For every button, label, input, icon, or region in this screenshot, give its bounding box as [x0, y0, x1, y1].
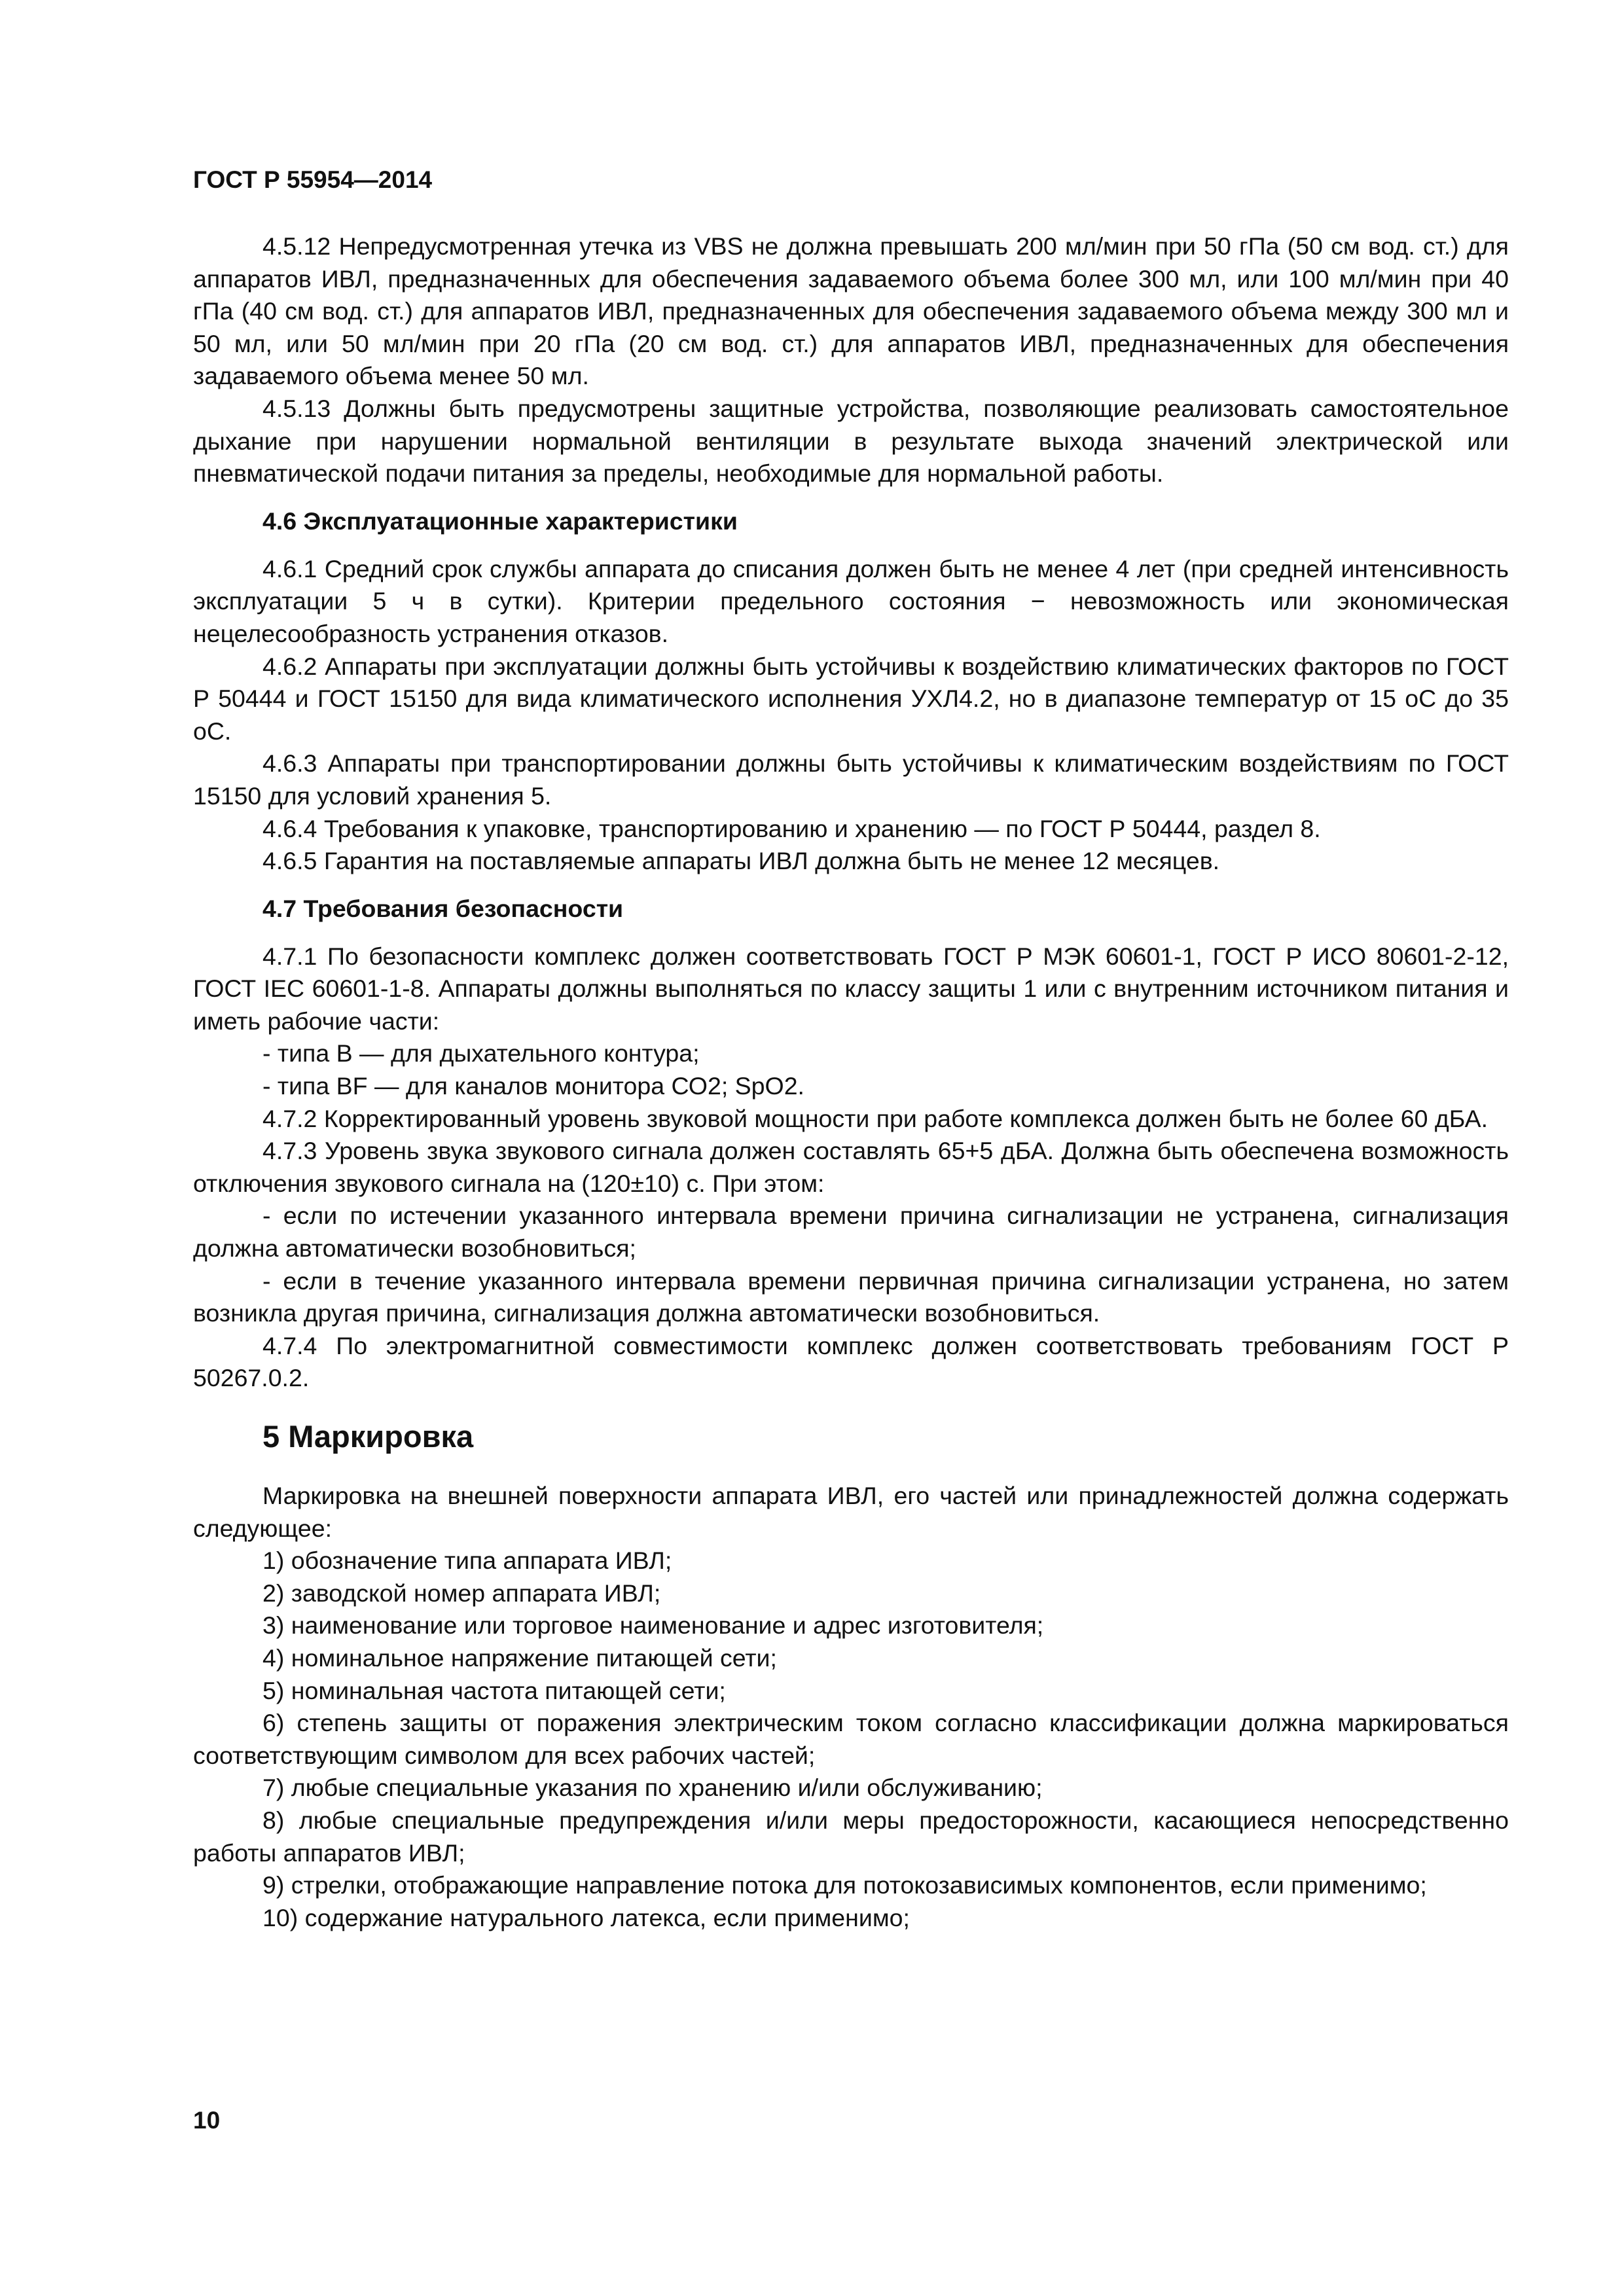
- list-item-type-b: - типа В — для дыхательного контура;: [262, 1039, 700, 1067]
- paragraph-4-5-13: 4.5.13 Должны быть предусмотрены защитные устройства, позволяющие реализовать самостоятельное дыхание при нарушении нормальной вентиляции в результате выхода значений электрической или пневматической подачи питания за пределы, необходимые для нормальной работы.: [193, 394, 1509, 488]
- list-item: 7) любые специальные указания по хранению и/или обслуживанию;: [262, 1774, 1043, 1802]
- list-item: 8) любые специальные предупреждения и/или меры предосторожности, касающиеся непосредственно работы аппаратов ИВЛ;: [193, 1806, 1509, 1867]
- list-item: 3) наименование или торговое наименование и адрес изготовителя;: [262, 1611, 1044, 1640]
- paragraph-4-7-1: 4.7.1 По безопасности комплекс должен соответствовать ГОСТ Р МЭК 60601-1, ГОСТ Р ИСО 80601-2-12, ГОСТ IEC 60601-1-8. Аппараты должны выполняться по классу защиты 1 или с внутренним источником питания и иметь рабочие части:: [193, 942, 1509, 1035]
- list-item: 2) заводской номер аппарата ИВЛ;: [262, 1579, 661, 1607]
- section-heading-4-6: 4.6 Эксплуатационные характеристики: [262, 507, 738, 535]
- section-heading-4-7: 4.7 Требования безопасности: [262, 894, 624, 922]
- page-number: 10: [193, 2107, 221, 2134]
- list-item-alarm-not-cleared: - если по истечении указанного интервала времени причина сигнализации не устранена, сигнализация должна автоматически возобновиться;: [193, 1202, 1509, 1263]
- list-item-type-bf: - типа BF — для каналов монитора СО2; SpO2.: [262, 1072, 804, 1100]
- list-item: 6) степень защиты от поражения электрическим током согласно классификации должна маркироваться соответствующим символом для всех рабочих частей;: [193, 1709, 1509, 1769]
- section-heading-5: 5 Маркировка: [262, 1419, 474, 1454]
- paragraph-4-6-1: 4.6.1 Средний срок службы аппарата до списания должен быть не менее 4 лет (при средней интенсивность эксплуатации 5 ч в сутки). Критерии предельного состояния − невозможность или экономическая нецелесообразность устранения отказов.: [193, 554, 1509, 647]
- paragraph-4-6-3: 4.6.3 Аппараты при транспортировании должны быть устойчивы к климатическим воздействиям по ГОСТ 15150 для условий хранения 5.: [193, 749, 1509, 810]
- paragraph-4-7-4: 4.7.4 По электромагнитной совместимости комплекс должен соответствовать требованиям ГОСТ Р 50267.0.2.: [193, 1331, 1509, 1392]
- list-item: 5) номинальная частота питающей сети;: [262, 1676, 726, 1704]
- paragraph-4-6-2: 4.6.2 Аппараты при эксплуатации должны быть устойчивы к воздействию климатических факторов по ГОСТ Р 50444 и ГОСТ 15150 для вида климатического исполнения УХЛ4.2, но в диапазоне температур от 15 оС до 35 оС.: [193, 652, 1509, 745]
- paragraph-4-7-2: 4.7.2 Корректированный уровень звуковой мощности при работе комплекса должен быть не более 60 дБА.: [262, 1104, 1488, 1132]
- list-item: 10) содержание натурального латекса, если применимо;: [262, 1903, 910, 1931]
- list-item-alarm-new-cause: - если в течение указанного интервала времени первичная причина сигнализации устранена, но затем возникла другая причина, сигнализация должна автоматически возобновиться.: [193, 1266, 1509, 1327]
- paragraph-5-intro: Маркировка на внешней поверхности аппарата ИВЛ, его частей или принадлежностей должна содержать следующее:: [193, 1482, 1509, 1542]
- list-item: 9) стрелки, отображающие направление потока для потокозависимых компонентов, если применимо;: [262, 1871, 1427, 1899]
- paragraph-4-6-4: 4.6.4 Требования к упаковке, транспортированию и хранению — по ГОСТ Р 50444, раздел 8.: [262, 814, 1321, 842]
- document-body: [193, 230, 1509, 1934]
- paragraph-4-7-3: 4.7.3 Уровень звука звукового сигнала должен составлять 65+5 дБА. Должна быть обеспечена возможность отключения звукового сигнала на (120±10) с. При этом:: [193, 1137, 1509, 1197]
- paragraph-4-6-5: 4.6.5 Гарантия на поставляемые аппараты ИВЛ должна быть не менее 12 месяцев.: [262, 847, 1220, 875]
- list-item: 1) обозначение типа аппарата ИВЛ;: [262, 1547, 672, 1575]
- document-page: [193, 164, 1509, 1934]
- document-header: ГОСТ Р 55954—2014: [193, 166, 433, 193]
- list-item: 4) номинальное напряжение питающей сети;: [262, 1643, 777, 1672]
- paragraph-4-5-12: 4.5.12 Непредусмотренная утечка из VBS не должна превышать 200 мл/мин при 50 гПа (50 см вод. ст.) для аппаратов ИВЛ, предназначенных для обеспечения задаваемого объема более 300 мл, или 100 мл/мин при 40 гПа (40 см вод. ст.) для аппаратов ИВЛ, предназначенных для обеспечения задаваемого объема между 300 мл и 50 мл, или 50 мл/мин при 20 гПа (20 см вод. ст.) для аппаратов ИВЛ, предназначенных для обеспечения задаваемого объема менее 50 мл.: [193, 232, 1509, 390]
